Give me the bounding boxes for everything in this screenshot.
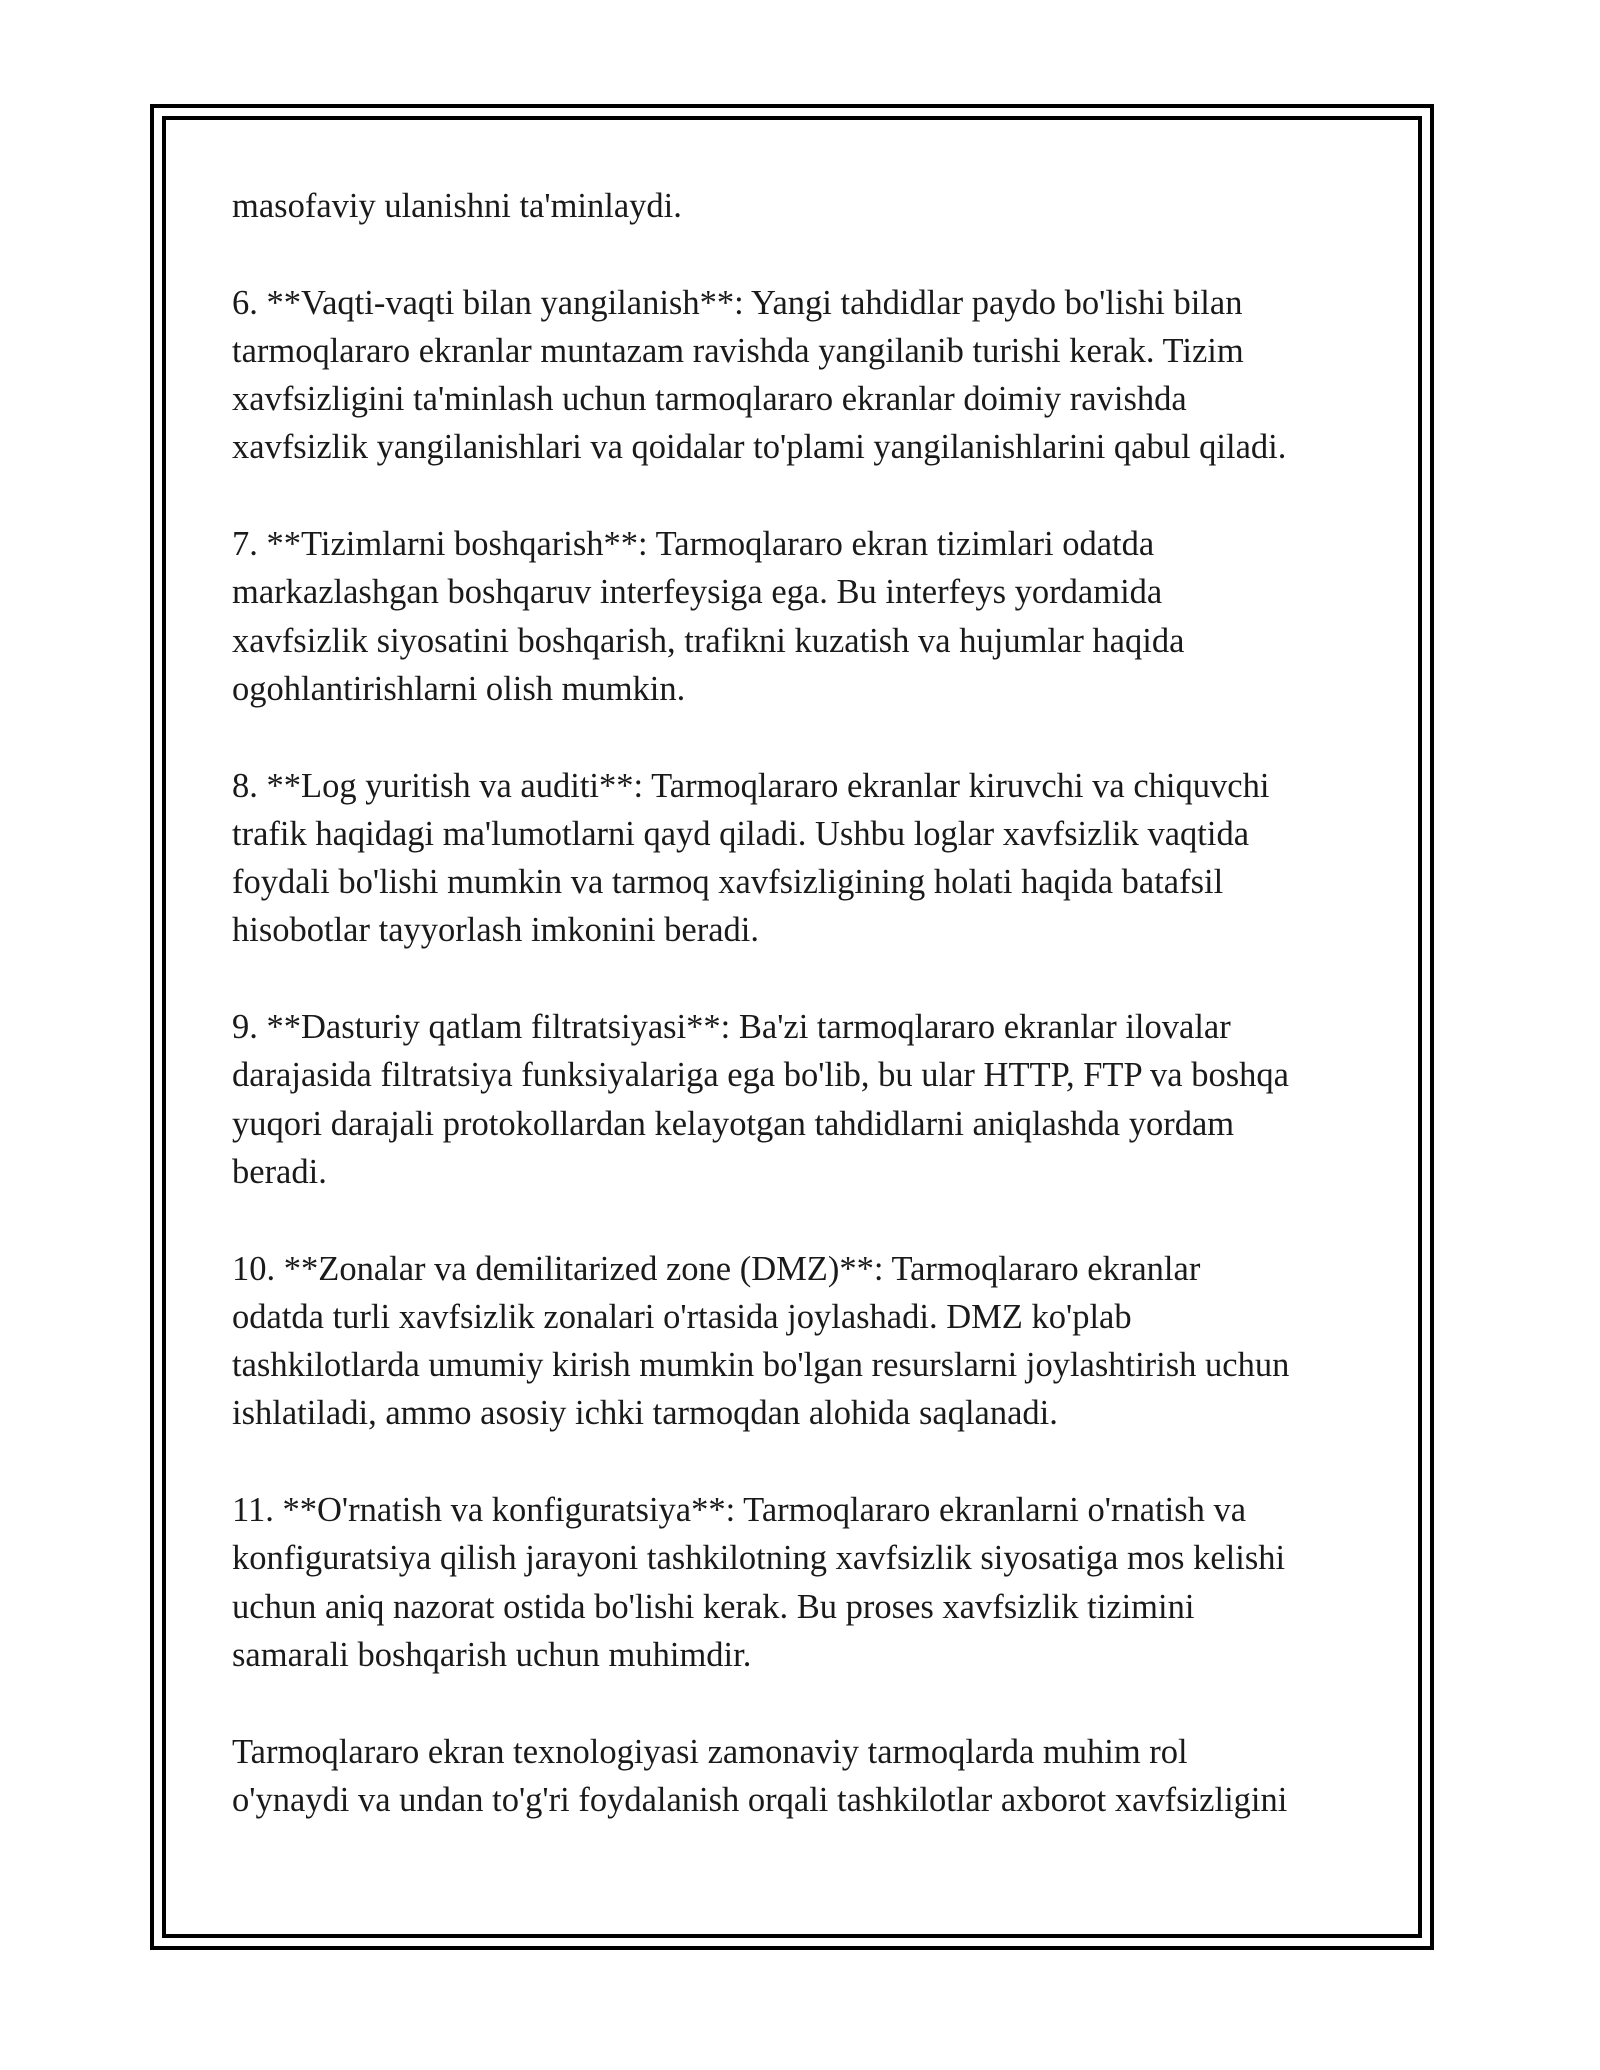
paragraph-item-11	[232, 1486, 1377, 1679]
text-line: 6. **Vaqti-vaqti bilan yangilanish**: Yangi tahdidlar paydo bo'lishi bilan	[232, 283, 1243, 322]
text-line: o'ynaydi va undan to'g'ri foydalanish orqali tashkilotlar axborot xavfsizligini	[232, 1780, 1288, 1819]
text-line: 8. **Log yuritish va auditi**: Tarmoqlararo ekranlar kiruvchi va chiquvchi	[232, 766, 1270, 805]
paragraph-item-10	[232, 1245, 1377, 1438]
text-line: ogohlantirishlarni olish mumkin.	[232, 669, 686, 708]
text-line: tashkilotlarda umumiy kirish mumkin bo'lgan resurslarni joylashtirish uchun	[232, 1346, 1290, 1385]
paragraph-item-8	[232, 762, 1377, 955]
text-line: konfiguratsiya qilish jarayoni tashkilotning xavfsizlik siyosatiga mos kelishi	[232, 1539, 1286, 1578]
paragraph-item-7	[232, 520, 1377, 713]
text-line: xavfsizlik siyosatini boshqarish, trafikni kuzatish va hujumlar haqida	[232, 621, 1185, 660]
text-line: ishlatiladi, ammo asosiy ichki tarmoqdan alohida saqlanadi.	[232, 1394, 1058, 1433]
text-line: darajasida filtratsiya funksiyalariga ega bo'lib, bu ular HTTP, FTP va boshqa	[232, 1056, 1289, 1095]
paragraph-continuation	[232, 182, 1377, 230]
text-line: xavfsizligini ta'minlash uchun tarmoqlararo ekranlar doimiy ravishda	[232, 380, 1187, 419]
text-line: 11. **O'rnatish va konfiguratsiya**: Tarmoqlararo ekranlarni o'rnatish va	[232, 1491, 1247, 1530]
document-body	[232, 182, 1377, 1824]
text-line: hisobotlar tayyorlash imkonini beradi.	[232, 911, 759, 950]
paragraph-item-9	[232, 1003, 1377, 1196]
text-line: masofaviy ulanishni ta'minlaydi.	[232, 187, 682, 225]
text-line: tarmoqlararo ekranlar muntazam ravishda yangilanib turishi kerak. Tizim	[232, 331, 1244, 370]
text-line: xavfsizlik yangilanishlari va qoidalar to'plami yangilanishlarini qabul qiladi.	[232, 428, 1287, 467]
text-line: Tarmoqlararo ekran texnologiyasi zamonaviy tarmoqlarda muhim rol	[232, 1732, 1188, 1771]
text-line: foydali bo'lishi mumkin va tarmoq xavfsizligining holati haqida batafsil	[232, 863, 1224, 902]
text-line: 10. **Zonalar va demilitarized zone (DMZ)**: Tarmoqlararo ekranlar	[232, 1249, 1201, 1288]
text-line: markazlashgan boshqaruv interfeysiga ega. Bu interfeys yordamida	[232, 573, 1163, 612]
text-line: trafik haqidagi ma'lumotlarni qayd qiladi. Ushbu loglar xavfsizlik vaqtida	[232, 814, 1250, 853]
text-line: beradi.	[232, 1152, 327, 1191]
paragraph-item-6	[232, 279, 1377, 472]
text-line: uchun aniq nazorat ostida bo'lishi kerak. Bu proses xavfsizlik tizimini	[232, 1587, 1195, 1626]
text-line: yuqori darajali protokollardan kelayotgan tahdidlarni aniqlashda yordam	[232, 1104, 1235, 1143]
text-line: 7. **Tizimlarni boshqarish**: Tarmoqlararo ekran tizimlari odatda	[232, 525, 1155, 564]
paragraph-conclusion	[232, 1728, 1377, 1825]
text-line: 9. **Dasturiy qatlam filtratsiyasi**: Ba'zi tarmoqlararo ekranlar ilovalar	[232, 1008, 1231, 1047]
text-line: samarali boshqarish uchun muhimdir.	[232, 1635, 752, 1674]
text-line: odatda turli xavfsizlik zonalari o'rtasida joylashadi. DMZ ko'plab	[232, 1297, 1132, 1336]
